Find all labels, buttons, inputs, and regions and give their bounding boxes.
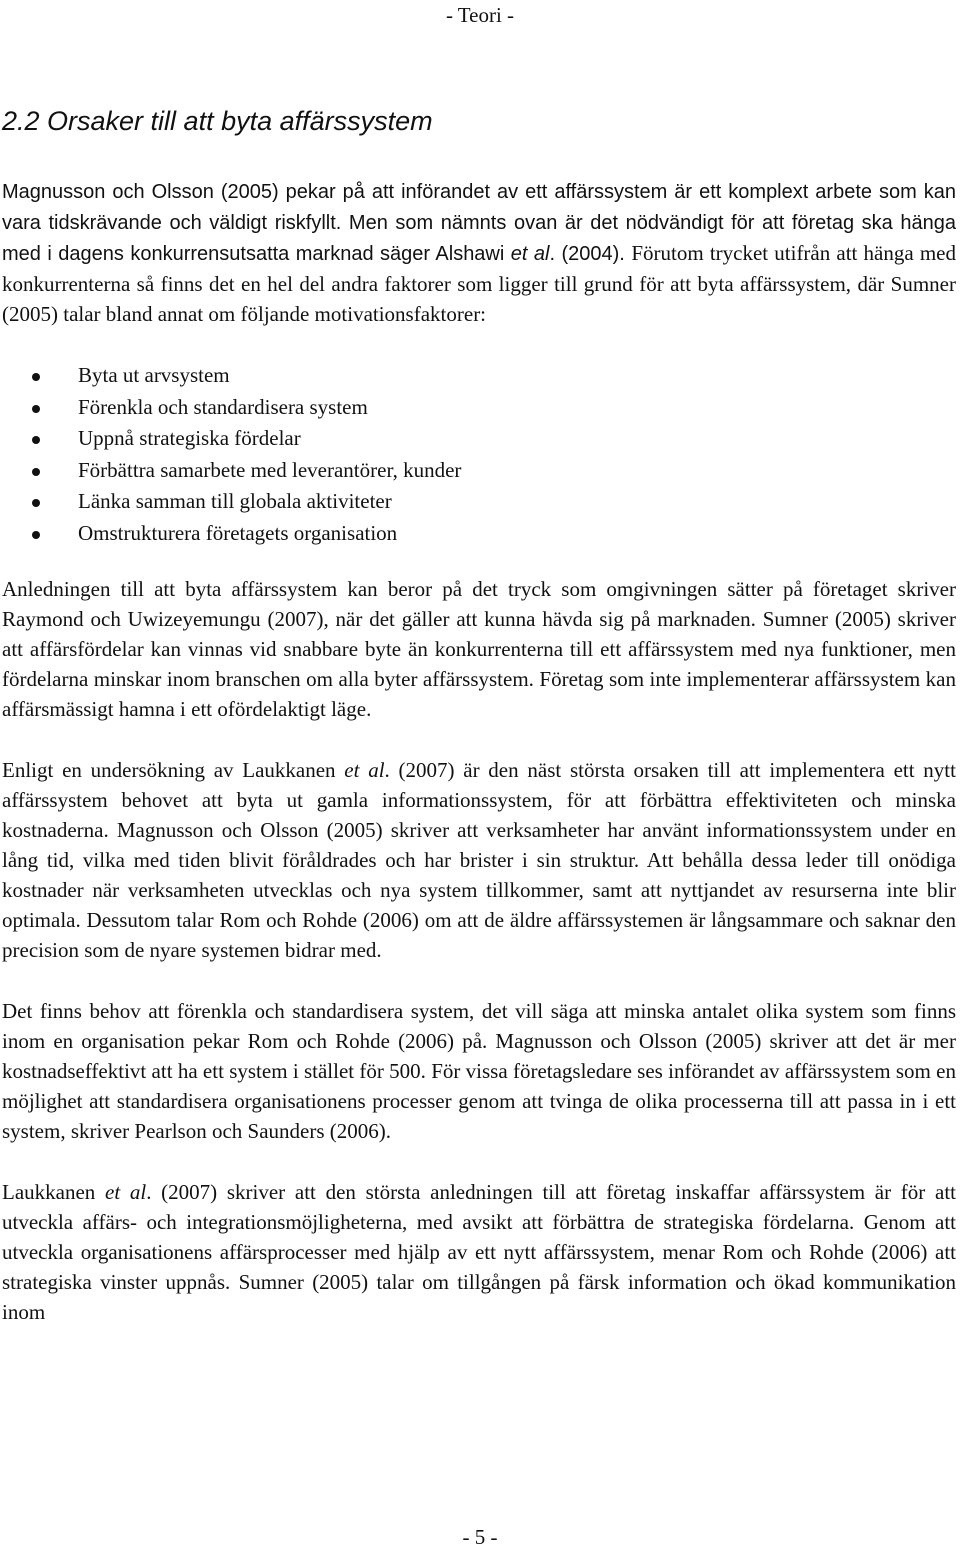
paragraph-4: Det finns behov att förenkla och standardisera system, det vill säga att minska antalet olika system som finns inom en organisation pekar Rom och Rohde (2006) på. Magnusson och Olsson (2005) skriver att det är mer kostnadseffektivt att ha ett system i stället för 500. För vissa företagsledare ses införandet av affärssystem som en möjlighet att standardisera organisationens processer genom att tvinga de olika processerna till att passa in i ett system, skriver Pearlson och Saunders (2006). (2, 998, 956, 1143)
section-heading: 2.2 Orsaker till att byta affärssystem (2, 106, 433, 136)
motivation-factors-list (2, 360, 956, 550)
body-text (2, 176, 956, 1358)
list-item: Förenkla och standardisera system (2, 392, 956, 424)
list-item: Länka samman till globala aktiviteter (2, 486, 956, 518)
et-al-citation: et al (344, 757, 385, 782)
paragraph-1-sans-part-2: . (2004). (549, 243, 632, 265)
bullet-icon (32, 373, 40, 381)
bullet-icon (32, 468, 40, 476)
paragraph-3: Enligt en undersökning av Laukkanen et al. (2007) är den näst största orsaken till att implementera ett nytt affärssystem behovet att byta ut gamla informationssystem, för att förbättra effektiviteten och minska kostnaderna. Magnusson och Olsson (2005) skriver att verksamheter har använt informationssystem under en lång tid, vilka med tiden blivit föråldrades och har brister i sin struktur. Att behålla dessa leder till onödiga kostnader när verksamheten utvecklas och nya system tillkommer, samt att nyttjandet av resurserna inte blir optimala. Dessutom talar Rom och Rohde (2006) om att de äldre affärssystemen är långsammare och saknar den precision som de nyare systemen bidrar med. (2, 757, 956, 962)
list-item: Förbättra samarbete med leverantörer, kunder (2, 455, 956, 487)
et-al-citation: et al (510, 243, 550, 265)
paragraph-5: Laukkanen et al. (2007) skriver att den största anledningen till att företag inskaffar affärssystem är för att utveckla affärs- och integrationsmöjligheterna, med avsikt att förbättra de strategiska fördelarna. Genom att utveckla organisationens affärsprocesser med hjälp av ett nytt affärssystem, menar Rom och Rohde (2006) att strategiska vinster uppnås. Sumner (2005) talar om tillgången på färsk information och ökad kommunikation inom (2, 1179, 956, 1324)
running-header: - Teori - (445, 3, 515, 27)
list-item: Uppnå strategiska fördelar (2, 423, 956, 455)
page-number: - 5 - (462, 1525, 498, 1549)
list-item: Omstrukturera företagets organisation (2, 518, 956, 550)
paragraph-1-sans-part: Magnusson och Olsson (2005) pekar på att införandet av ett affärssystem är ett komplext arbete som kan vara tidskrävande och väldigt riskfyllt. Men som nämnts ovan är det nödvändigt för att företag ska hänga med i dagens konkurrensutsatta marknad säger Alshawi (2, 181, 956, 265)
bullet-icon (32, 436, 40, 444)
paragraph-1 (2, 176, 956, 329)
paragraph-1-serif-part: Förutom trycket utifrån att hänga med konkurrenterna så finns det en hel del andra faktorer som ligger till grund för att byta affärssystem, där Sumner (2005) talar bland annat om följande motivationsfaktorer: (2, 241, 956, 326)
bullet-icon (32, 499, 40, 507)
list-item: Byta ut arvsystem (2, 360, 956, 392)
bullet-icon (32, 531, 40, 539)
paragraph-2: Anledningen till att byta affärssystem kan beror på det tryck som omgivningen sätter på företaget skriver Raymond och Uwizeyemungu (2007), när det gäller att kunna hävda sig på marknaden. Sumner (2005) skriver att affärsfördelar kan vinnas vid snabbare byte än konkurrenterna till ett affärssystem med nya funktioner, men fördelarna minskar inom branschen om alla byter affärssystem. Företag som inte implementerar affärssystem kan affärsmässigt hamna i ett ofördelaktigt läge. (2, 576, 956, 721)
bullet-icon (32, 405, 40, 413)
et-al-citation: et al (105, 1179, 147, 1204)
